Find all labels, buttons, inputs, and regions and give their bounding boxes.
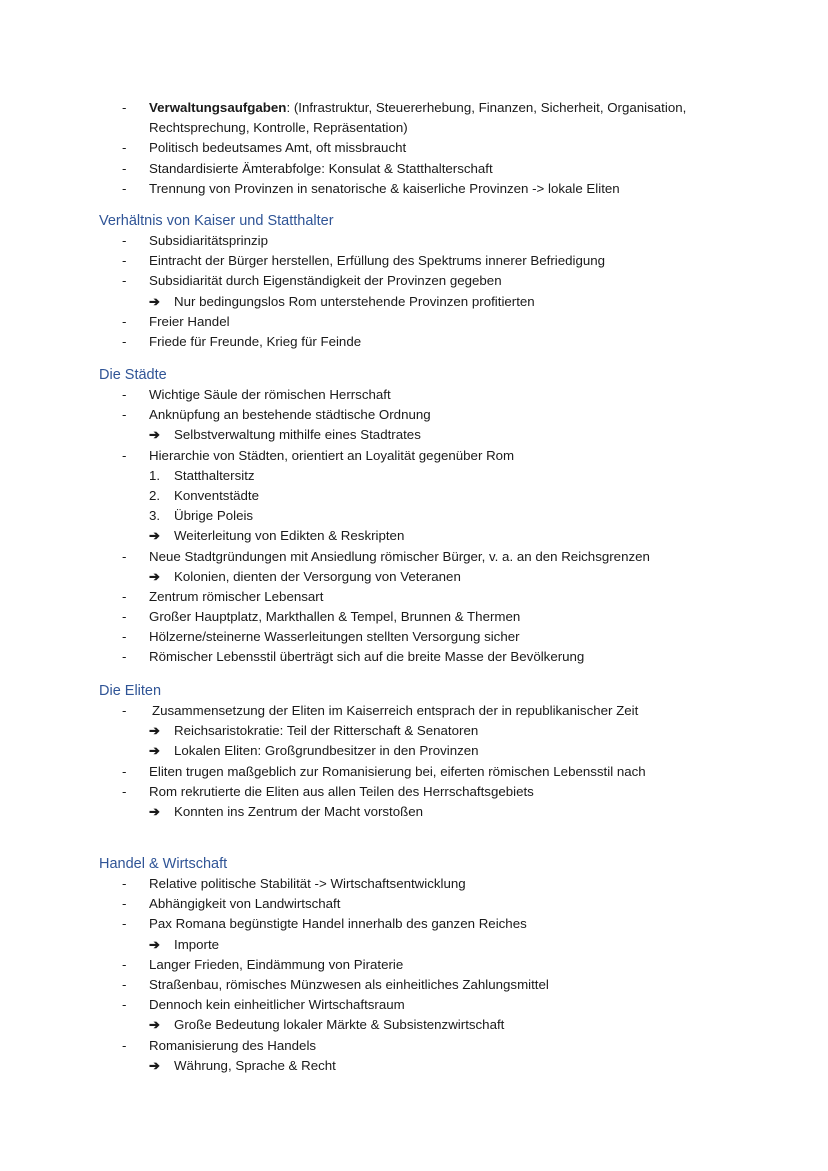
bullet-dash: - xyxy=(122,703,127,718)
list-item xyxy=(0,955,828,975)
arrow-icon: ➔ xyxy=(149,293,160,309)
bullet-dash: - xyxy=(122,407,127,423)
sub-item-text: Selbstverwaltung mithilfe eines Stadtrates xyxy=(174,427,421,443)
list-item xyxy=(0,251,828,271)
sub-item xyxy=(0,1015,828,1035)
list-item xyxy=(0,271,828,291)
list-item xyxy=(0,975,828,995)
sub-item-text: Kolonien, dienten der Versorgung von Veteranen xyxy=(174,568,461,584)
list-item-text: Anknüpfung an bestehende städtische Ordnung xyxy=(149,407,431,423)
sub-item xyxy=(0,425,828,445)
list-item xyxy=(0,1036,828,1056)
list-item-text: Eliten trugen maßgeblich zur Romanisierung bei, eiferten römischen Lebensstil nach xyxy=(149,763,646,779)
list-item-text: Straßenbau, römisches Münzwesen als einheitliches Zahlungsmittel xyxy=(149,976,549,992)
section-verwaltung xyxy=(0,98,828,199)
list-item xyxy=(0,312,828,332)
list-item-text: Wichtige Säule der römischen Herrschaft xyxy=(149,387,391,402)
sub-item-text: Importe xyxy=(174,936,220,952)
list-item xyxy=(0,607,828,627)
arrow-icon: ➔ xyxy=(149,936,160,952)
list-item xyxy=(0,446,828,466)
list-item-text: Eintracht der Bürger herstellen, Erfüllung des Spektrums innerer Befriedigung xyxy=(149,253,606,269)
bullet-dash: - xyxy=(122,233,127,248)
list-item xyxy=(0,627,828,647)
sub-item xyxy=(0,802,828,822)
bullet-dash: - xyxy=(122,548,127,564)
bullet-dash: - xyxy=(122,387,127,402)
list-item-text: Romanisierung des Handels xyxy=(149,1037,317,1053)
list-item xyxy=(0,231,828,251)
arrow-icon: ➔ xyxy=(149,743,160,759)
list-item-text: Neue Stadtgründungen mit Ansiedlung römischer Bürger, v. a. an den Reichsgrenzen xyxy=(149,548,650,564)
list-item xyxy=(0,179,828,199)
bullet-dash: - xyxy=(122,160,127,176)
sub-item xyxy=(0,526,828,546)
list-item xyxy=(0,914,828,934)
arrow-icon: ➔ xyxy=(149,1017,160,1033)
sub-item xyxy=(0,935,828,955)
list-item xyxy=(0,701,828,721)
bullet-dash: - xyxy=(122,273,127,289)
list-item xyxy=(0,98,828,118)
numbered-item-text: Statthaltersitz xyxy=(174,467,255,483)
list-item-text: Friede für Freunde, Krieg für Feinde xyxy=(149,333,362,349)
bullet-dash: - xyxy=(122,609,127,625)
sub-item xyxy=(0,292,828,312)
list-item xyxy=(0,894,828,914)
section-heading: Handel & Wirtschaft xyxy=(99,856,228,872)
bullet-dash: - xyxy=(122,976,127,992)
list-item-continuation xyxy=(0,118,828,138)
bullet-dash: - xyxy=(122,253,127,269)
arrow-icon: ➔ xyxy=(149,1057,160,1073)
list-item-text: Dennoch kein einheitlicher Wirtschaftsraum xyxy=(149,997,405,1013)
section-handel-wirtschaft xyxy=(0,854,828,1076)
list-item-text: Standardisierte Ämterabfolge: Konsulat & Statthalterschaft xyxy=(149,160,493,176)
list-item-text: Hölzerne/steinerne Wasserleitungen stellten Versorgung sicher xyxy=(149,629,520,645)
list-item-text: Zentrum römischer Lebensart xyxy=(149,588,324,604)
arrow-icon: ➔ xyxy=(149,723,160,739)
sub-item-text: Große Bedeutung lokaler Märkte & Subsistenzwirtschaft xyxy=(174,1017,505,1033)
list-item xyxy=(0,159,828,179)
section-kaiser-statthalter xyxy=(0,211,828,352)
bullet-dash: - xyxy=(122,783,127,799)
section-heading: Verhältnis von Kaiser und Statthalter xyxy=(99,213,334,229)
bullet-dash: - xyxy=(122,649,127,665)
bullet-dash: - xyxy=(122,180,127,196)
list-item-text: Langer Frieden, Eindämmung von Piraterie xyxy=(149,956,404,972)
bullet-dash: - xyxy=(122,916,127,932)
list-item-text: Subsidiarität durch Eigenständigkeit der Provinzen gegeben xyxy=(149,273,502,289)
bullet-dash: - xyxy=(122,876,127,891)
sub-item-text: Nur bedingungslos Rom unterstehende Provinzen profitierten xyxy=(174,293,535,309)
list-item xyxy=(0,762,828,782)
bullet-dash: - xyxy=(122,447,127,463)
list-item xyxy=(0,385,828,405)
section-heading: Die Städte xyxy=(99,367,167,383)
sub-item xyxy=(0,567,828,587)
list-item xyxy=(0,405,828,425)
list-item-text: Rechtsprechung, Kontrolle, Repräsentation) xyxy=(149,120,408,136)
list-item-text: Relative politische Stabilität -> Wirtschaftsentwicklung xyxy=(149,876,466,891)
section-heading: Die Eliten xyxy=(99,683,162,699)
bullet-dash: - xyxy=(122,333,127,349)
list-item-text: Freier Handel xyxy=(149,313,230,329)
section-eliten xyxy=(0,681,828,822)
sub-item xyxy=(0,741,828,761)
list-item xyxy=(0,995,828,1015)
bullet-dash: - xyxy=(122,140,127,156)
bullet-dash: - xyxy=(122,629,127,645)
bullet-dash: - xyxy=(122,763,127,779)
bullet-dash: - xyxy=(122,1037,127,1053)
arrow-icon: ➔ xyxy=(149,427,160,443)
bullet-dash: - xyxy=(122,956,127,972)
list-item xyxy=(0,332,828,352)
bullet-dash: - xyxy=(122,313,127,329)
item-number: 2. xyxy=(149,487,161,503)
list-item-text: Pax Romana begünstigte Handel innerhalb des ganzen Reiches xyxy=(149,916,527,932)
bullet-dash: - xyxy=(122,997,127,1013)
list-item-text: Zusammensetzung der Eliten im Kaiserreich entsprach der in republikanischer Zeit xyxy=(152,703,639,718)
list-item-text: Trennung von Provinzen in senatorische & kaiserliche Provinzen -> lokale Eliten xyxy=(149,180,620,196)
sub-item-text: Konnten ins Zentrum der Macht vorstoßen xyxy=(174,803,424,819)
list-item-text: : (Infrastruktur, Steuererhebung, Finanzen, Sicherheit, Organisation, xyxy=(286,100,687,115)
sub-item xyxy=(0,1056,828,1076)
list-item-text: Großer Hauptplatz, Markthallen & Tempel, Brunnen & Thermen xyxy=(149,609,521,625)
item-number: 3. xyxy=(149,508,161,524)
list-item xyxy=(0,138,828,158)
list-item-text: Hierarchie von Städten, orientiert an Loyalität gegenüber Rom xyxy=(149,447,515,463)
list-item xyxy=(0,782,828,802)
bullet-dash: - xyxy=(122,896,127,912)
numbered-item-text: Übrige Poleis xyxy=(174,508,254,524)
sub-item-text: Währung, Sprache & Recht xyxy=(174,1057,336,1073)
bullet-dash: - xyxy=(122,588,127,604)
arrow-icon: ➔ xyxy=(149,528,160,544)
bold-term: Verwaltungsaufgaben xyxy=(149,100,287,115)
numbered-item-text: Konventstädte xyxy=(174,487,260,503)
list-item-text: Subsidiaritätsprinzip xyxy=(149,233,268,248)
sub-item xyxy=(0,721,828,741)
arrow-icon: ➔ xyxy=(149,803,160,819)
item-number: 1. xyxy=(149,467,161,483)
section-staedte xyxy=(0,365,828,668)
list-item xyxy=(0,547,828,567)
list-item xyxy=(0,874,828,894)
list-item-text: Römischer Lebensstil überträgt sich auf die breite Masse der Bevölkerung xyxy=(149,649,585,665)
numbered-item xyxy=(0,506,828,526)
list-item-text: Politisch bedeutsames Amt, oft missbraucht xyxy=(149,140,407,156)
list-item xyxy=(0,587,828,607)
sub-item-text: Lokalen Eliten: Großgrundbesitzer in den Provinzen xyxy=(174,743,479,759)
sub-item-text: Weiterleitung von Edikten & Reskripten xyxy=(174,528,405,544)
numbered-item xyxy=(0,466,828,486)
list-item-text: Abhängigkeit von Landwirtschaft xyxy=(149,896,341,912)
arrow-icon: ➔ xyxy=(149,568,160,584)
list-item-text: Rom rekrutierte die Eliten aus allen Teilen des Herrschaftsgebiets xyxy=(149,783,534,799)
numbered-item xyxy=(0,486,828,506)
list-item xyxy=(0,647,828,667)
sub-item-text: Reichsaristokratie: Teil der Ritterschaft & Senatoren xyxy=(174,723,479,739)
bullet-dash: - xyxy=(122,100,127,115)
